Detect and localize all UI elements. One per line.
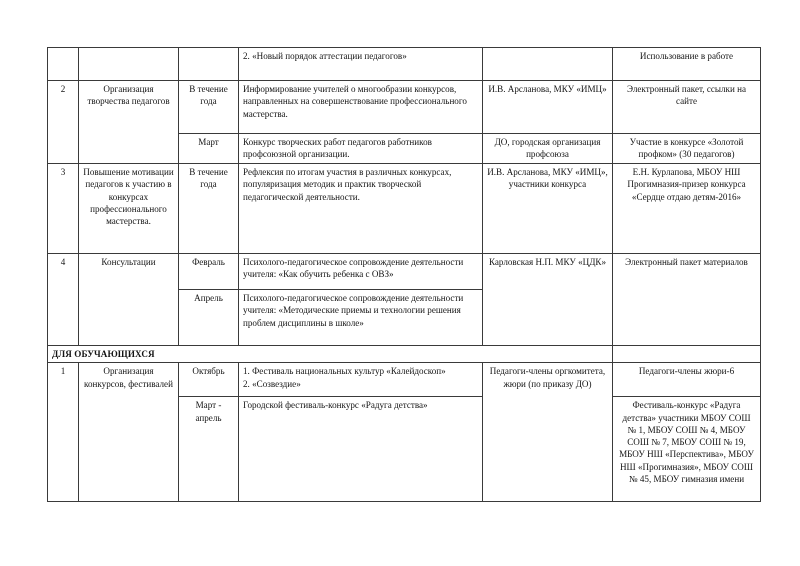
cell-description: Рефлексия по итогам участия в различных конкурсах, популяризация методик и практик творческой педагогической деятельности. — [239, 164, 483, 254]
description-line-1: 1. Фестиваль национальных культур «Калейдоскоп» — [243, 366, 446, 377]
cell-topic — [79, 48, 179, 81]
cell-num: 3 — [48, 164, 79, 254]
cell-result: Фестиваль-конкурс «Радуга детства» участники МБОУ СОШ № 1, МБОУ СОШ № 4, МБОУ СОШ № 7, МБОУ СОШ № 19, МБОУ НШ «Перспектива», МБОУ НШ «Прогимназия», МБОУ СОШ № 45, МБОУ гимназия имени — [613, 397, 761, 502]
cell-description: Психолого-педагогическое сопровождение деятельности учителя: «Методические приемы и технологии решения проблем дисциплины в школе» — [239, 290, 483, 346]
cell-num — [48, 48, 79, 81]
cell-period: Октябрь — [179, 363, 239, 397]
cell-topic: Консультации — [79, 254, 179, 346]
cell-num: 4 — [48, 254, 79, 346]
cell-performers: ДО, городская организация профсоюза — [483, 134, 613, 164]
cell-description: Информирование учителей о многообразии конкурсов, направленных на совершенствование профессионального мастерства. — [239, 81, 483, 134]
table-row — [48, 48, 761, 81]
cell-performers: И.В. Арсланова, МКУ «ИМЦ» — [483, 81, 613, 134]
cell-performers: Карловская Н.П. МКУ «ЦДК» — [483, 254, 613, 346]
description-line-2: 2. «Созвездие» — [243, 378, 301, 389]
cell-period: Март — [179, 134, 239, 164]
cell-performers: Педагоги-члены оргкомитета, жюри (по приказу ДО) — [483, 363, 613, 502]
table-section-row — [48, 346, 761, 363]
cell-performers — [483, 48, 613, 81]
cell-description: Психолого-педагогическое сопровождение деятельности учителя: «Как обучить ребенка с ОВЗ» — [239, 254, 483, 290]
cell-period: В течение года — [179, 81, 239, 134]
cell-description — [239, 363, 483, 397]
activity-plan-table — [47, 47, 761, 502]
cell-description: 2. «Новый порядок аттестации педагогов» — [239, 48, 483, 81]
cell-result: Электронный пакет материалов — [613, 254, 761, 346]
cell-result: Участие в конкурсе «Золотой профком» (30 педагогов) — [613, 134, 761, 164]
table-row — [48, 164, 761, 254]
cell-result: Использование в работе — [613, 48, 761, 81]
cell-description: Конкурс творческих работ педагогов работников профсоюзной организации. — [239, 134, 483, 164]
cell-period: В течение года — [179, 164, 239, 254]
cell-result: Е.Н. Курлапова, МБОУ НШ Прогимназия-призер конкурса «Сердце отдаю детям-2016» — [613, 164, 761, 254]
cell-period: Март - апрель — [179, 397, 239, 502]
cell-period: Апрель — [179, 290, 239, 346]
cell-result — [613, 346, 761, 363]
cell-topic: Организация творчества педагогов — [79, 81, 179, 164]
cell-num: 2 — [48, 81, 79, 164]
cell-topic: Организация конкурсов, фестивалей — [79, 363, 179, 502]
cell-period: Февраль — [179, 254, 239, 290]
section-heading: ДЛЯ ОБУЧАЮЩИХСЯ — [48, 346, 613, 363]
cell-num: 1 — [48, 363, 79, 502]
table-row — [48, 81, 761, 134]
cell-performers: И.В. Арсланова, МКУ «ИМЦ», участники конкурса — [483, 164, 613, 254]
cell-description: Городской фестиваль-конкурс «Радуга детства» — [239, 397, 483, 502]
table-row — [48, 363, 761, 397]
cell-result: Педагоги-члены жюри-6 — [613, 363, 761, 397]
cell-period — [179, 48, 239, 81]
cell-result: Электронный пакет, ссылки на сайте — [613, 81, 761, 134]
cell-topic: Повышение мотивации педагогов к участию в конкурсах профессионального мастерства. — [79, 164, 179, 254]
table-row — [48, 254, 761, 290]
